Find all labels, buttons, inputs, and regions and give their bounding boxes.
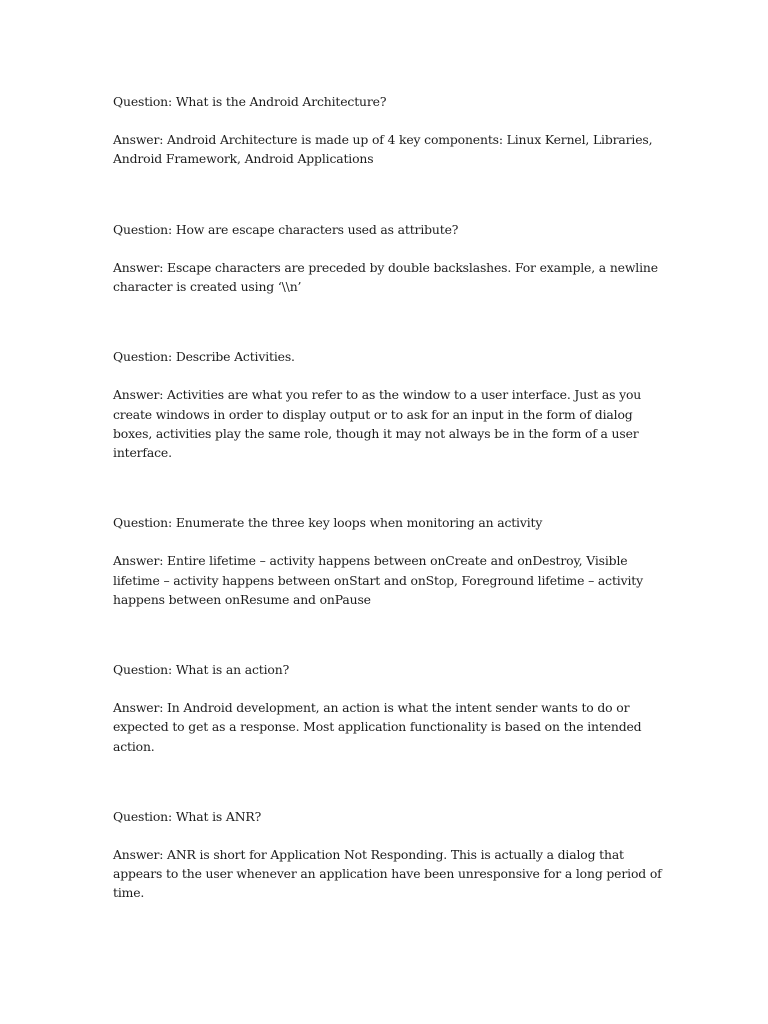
answer-text: Answer: Escape characters are preceded by double backslashes. For example, a newline character is created using ‘\\n’ <box>113 259 662 295</box>
question-text: Question: What is the Android Architecture? <box>113 94 387 109</box>
question-text: Question: What is an action? <box>113 662 290 678</box>
qa-item <box>113 347 668 462</box>
document-page <box>113 92 668 903</box>
answer-text: Answer: In Android development, an action is what the intent sender wants to do or expected to get as a response. Most application functionality is based on the intended action. <box>113 700 646 754</box>
qa-item <box>113 807 668 903</box>
answer-text: Answer: Activities are what you refer to as the window to a user interface. Just as you create windows in order to display output or to ask for an input in the form of dialog boxes, activities play the same role, though it may not always be in the form of a user interface. <box>113 387 645 461</box>
qa-item <box>113 220 668 297</box>
answer-text: Answer: Android Architecture is made up of 4 key components: Linux Kernel, Libraries, Android Framework, Android Applications <box>113 132 657 167</box>
qa-item <box>113 92 668 169</box>
question-text: Question: Describe Activities. <box>113 349 295 365</box>
answer-text: Answer: ANR is short for Application Not Responding. This is actually a dialog that appears to the user whenever an application have been unresponsive for a long period of time. <box>113 847 666 901</box>
question-text: Question: How are escape characters used as attribute? <box>113 221 459 237</box>
question-text: Question: What is ANR? <box>113 808 262 824</box>
qa-item <box>113 660 668 756</box>
answer-text: Answer: Entire lifetime – activity happens between onCreate and onDestroy, Visible lifetime – activity happens between onStart and onStop, Foreground lifetime – activity happens between onResume and onPause <box>113 553 647 607</box>
qa-item <box>113 513 668 609</box>
question-text: Question: Enumerate the three key loops when monitoring an activity <box>113 515 543 531</box>
